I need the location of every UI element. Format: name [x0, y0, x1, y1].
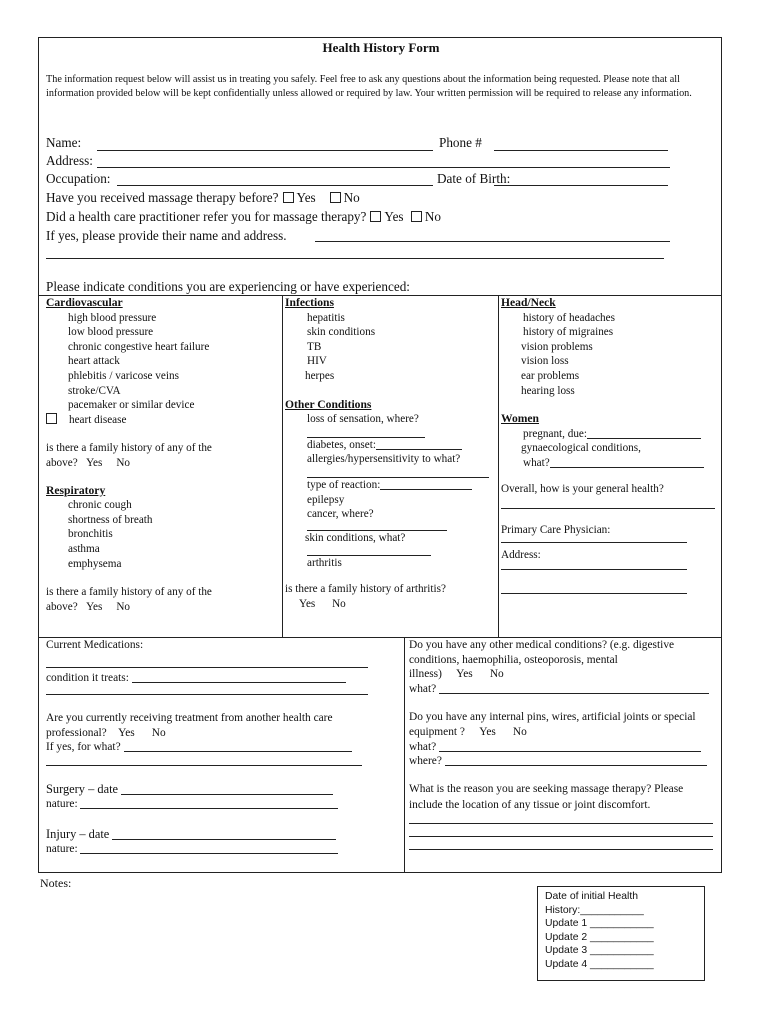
referral-details-field-2[interactable]: [46, 258, 664, 259]
condition-treats-item: condition it treats:: [46, 671, 398, 686]
massage-before-yes-checkbox[interactable]: [283, 192, 294, 203]
dob-label: Date of Birth:: [437, 171, 511, 186]
gyn-what-field[interactable]: [550, 457, 704, 468]
arthritis-family-options: [285, 597, 495, 612]
pregnant-item: pregnant, due:: [501, 427, 719, 442]
referred-yes-checkbox[interactable]: [370, 211, 381, 222]
condition-item[interactable]: arthritis: [307, 557, 342, 570]
name-field[interactable]: [97, 150, 433, 151]
condition-item[interactable]: HIV: [307, 355, 327, 368]
condition-item[interactable]: bronchitis: [68, 528, 113, 541]
address-field[interactable]: [97, 167, 670, 168]
update-dates-box: [537, 886, 705, 981]
intro-text: The information request below will assist us in treating you safely. Feel free to ask any questions about the information being requested. Please note that all information provided below will be kept confidentially unless allowed or required by law. Your written permission will be required to release any information.: [46, 74, 692, 99]
resp-family-history: is there a family history of any of the above? Yes No: [46, 586, 212, 613]
referred-question: Did a health care practitioner refer you for massage therapy? Yes No: [46, 209, 441, 224]
for-what-field-2[interactable]: [46, 755, 362, 766]
allergies-label: allergies/hypersensitivity to what?: [307, 453, 461, 466]
massage-before-question: Have you received massage therapy before? Yes No: [46, 190, 360, 205]
diabetes-field[interactable]: [376, 439, 462, 450]
loss-of-sensation-label: loss of sensation, where?: [307, 413, 419, 426]
other-medical-what-item: what?: [409, 682, 717, 697]
name-label: Name:: [46, 135, 82, 150]
condition-item[interactable]: low blood pressure: [68, 326, 154, 339]
pins-what-item: what?: [409, 740, 717, 755]
conditions-prompt: Please indicate conditions you are experiencing or have experienced:: [46, 279, 410, 294]
other-conditions-heading: Other Conditions: [285, 397, 372, 411]
for-what-item: If yes, for what?: [46, 740, 398, 755]
condition-item[interactable]: phlebitis / varicose veins: [68, 369, 179, 382]
resp-family-yes[interactable]: Yes: [86, 600, 103, 613]
physician-address-field[interactable]: [501, 562, 687, 570]
current-medications-label: Current Medications:: [46, 639, 144, 651]
pins-yes[interactable]: Yes: [479, 725, 496, 738]
condition-item[interactable]: emphysema: [68, 557, 122, 570]
update-4-field[interactable]: Update 4 ___________: [545, 958, 654, 970]
condition-item[interactable]: ear problems: [521, 369, 580, 382]
heart-disease-checkbox[interactable]: [46, 413, 57, 424]
condition-item[interactable]: epilepsy: [307, 493, 345, 506]
condition-item[interactable]: chronic cough: [68, 499, 132, 512]
update-3-field[interactable]: Update 3 ___________: [545, 945, 654, 956]
gynaecological-label: gynaecological conditions,: [521, 442, 641, 455]
pins-where-item: where?: [409, 754, 717, 769]
other-medical-question: Do you have any other medical conditions? (e.g. digestive conditions, haemophilia, osteoporosis, mental illness) Yes No: [409, 639, 675, 681]
dob-field[interactable]: [494, 185, 668, 186]
diabetes-item: diabetes, onset:: [285, 438, 495, 453]
notes-label: Notes:: [40, 876, 72, 890]
primary-care-physician-label: Primary Care Physician:: [501, 524, 611, 537]
health-history-form: [38, 37, 722, 873]
other-medical-yes[interactable]: Yes: [456, 668, 473, 681]
reaction-item: type of reaction:: [285, 478, 495, 493]
divider: [498, 295, 499, 637]
other-medical-no[interactable]: No: [489, 668, 504, 681]
condition-item[interactable]: hearing loss: [521, 384, 575, 397]
head-neck-heading: Head/Neck: [501, 296, 556, 309]
phone-field[interactable]: [494, 150, 668, 151]
infections-section: [285, 296, 495, 611]
reaction-field[interactable]: [380, 479, 472, 490]
skin-conditions-field[interactable]: [307, 545, 431, 556]
condition-treats-field[interactable]: [132, 672, 346, 683]
loss-of-sensation-field[interactable]: [307, 427, 425, 438]
cancer-field[interactable]: [307, 522, 447, 531]
general-health-label: Overall, how is your general health?: [501, 482, 664, 495]
condition-item[interactable]: high blood pressure: [68, 311, 157, 324]
update-2-field[interactable]: Update 2 ___________: [545, 931, 654, 943]
condition-item[interactable]: shortness of breath: [68, 513, 153, 526]
condition-item[interactable]: skin conditions: [307, 326, 376, 339]
cardio-family-yes[interactable]: Yes: [86, 456, 103, 469]
injury-item: Injury – date: [46, 827, 398, 842]
condition-item[interactable]: heart attack: [68, 355, 120, 368]
other-treatment-yes[interactable]: Yes: [118, 726, 135, 739]
referral-details-field[interactable]: [315, 241, 670, 242]
update-1-field[interactable]: Update 1 ___________: [545, 918, 654, 929]
massage-reason-field-2[interactable]: [409, 824, 713, 837]
surgery-nature-field[interactable]: [80, 798, 338, 809]
surgery-nature-item: nature:: [46, 797, 398, 812]
general-health-field[interactable]: [501, 496, 715, 509]
condition-item[interactable]: asthma: [68, 542, 100, 555]
cancer-label: cancer, where?: [307, 508, 374, 521]
other-conditions-section: [409, 638, 717, 850]
surgery-item: Surgery – date: [46, 782, 398, 797]
massage-reason-label: What is the reason you are seeking massage therapy? Please include the location of any tissue or joint discomfort.: [409, 782, 684, 811]
cardiovascular-section: [46, 296, 278, 614]
cardiovascular-heading: Cardiovascular: [46, 296, 123, 309]
arthritis-family-no[interactable]: No: [332, 597, 346, 610]
physician-address-field-2[interactable]: [501, 570, 687, 594]
initial-date-field[interactable]: Date of initial Health History:___________: [545, 891, 644, 916]
divider: [282, 295, 283, 637]
massage-reason-field-3[interactable]: [409, 837, 713, 850]
phone-label: Phone #: [439, 135, 482, 150]
injury-nature-item: nature:: [46, 842, 398, 857]
form-title: Health History Form: [322, 40, 440, 55]
pins-where-field[interactable]: [445, 755, 707, 766]
other-medical-what-field[interactable]: [439, 683, 709, 694]
condition-item[interactable]: history of migraines: [523, 326, 614, 339]
condition-item[interactable]: vision loss: [521, 355, 569, 368]
gyn-what-item: what?: [501, 456, 719, 471]
respiratory-heading: Respiratory: [46, 483, 106, 497]
condition-item[interactable]: hepatitis: [307, 311, 345, 324]
divider: [404, 637, 405, 873]
medications-section: [46, 638, 398, 856]
occupation-field[interactable]: [117, 185, 433, 186]
injury-nature-field[interactable]: [80, 843, 338, 854]
skin-conditions-label: skin conditions, what?: [305, 531, 406, 544]
surgery-date-field[interactable]: [121, 784, 333, 795]
pins-no[interactable]: No: [512, 725, 527, 738]
condition-item[interactable]: stroke/CVA: [68, 384, 121, 397]
referred-no-checkbox[interactable]: [411, 211, 422, 222]
allergies-field[interactable]: [307, 467, 489, 478]
pins-question: Do you have any internal pins, wires, artificial joints or special equipment ? Yes No: [409, 711, 696, 738]
for-what-field[interactable]: [124, 741, 352, 752]
arthritis-family-history: is there a family history of arthritis?: [285, 582, 446, 595]
infections-heading: Infections: [285, 296, 334, 309]
physician-address-label: Address:: [501, 548, 541, 561]
resp-family-no[interactable]: No: [116, 600, 131, 613]
pins-what-field[interactable]: [439, 741, 701, 752]
condition-item[interactable]: vision problems: [521, 340, 593, 353]
other-treatment-no[interactable]: No: [151, 726, 166, 739]
condition-item[interactable]: TB: [307, 340, 322, 353]
condition-treats-field-2[interactable]: [46, 685, 368, 695]
women-heading: Women: [501, 412, 540, 426]
other-treatment-question: Are you currently receiving treatment from another health care professional? Yes No: [46, 712, 333, 739]
referral-details-label: If yes, please provide their name and address.: [46, 228, 287, 243]
injury-date-field[interactable]: [112, 829, 336, 840]
arthritis-family-yes[interactable]: Yes: [299, 597, 316, 610]
condition-item[interactable]: pacemaker or similar device: [68, 399, 195, 412]
massage-before-no-checkbox[interactable]: [330, 192, 341, 203]
address-label: Address:: [46, 153, 93, 168]
condition-item-heart-disease: heart disease: [46, 413, 278, 428]
condition-item[interactable]: chronic congestive heart failure: [68, 340, 210, 353]
cardio-family-history: is there a family history of any of the above? Yes No: [46, 442, 212, 469]
current-medications-field[interactable]: [46, 653, 368, 668]
condition-item[interactable]: history of headaches: [523, 311, 615, 324]
cardio-family-no[interactable]: No: [116, 456, 131, 469]
occupation-label: Occupation:: [46, 171, 111, 186]
massage-reason-field[interactable]: [409, 813, 713, 824]
pregnant-due-field[interactable]: [587, 428, 701, 439]
condition-item[interactable]: herpes: [305, 369, 335, 382]
head-neck-section: [501, 296, 719, 594]
